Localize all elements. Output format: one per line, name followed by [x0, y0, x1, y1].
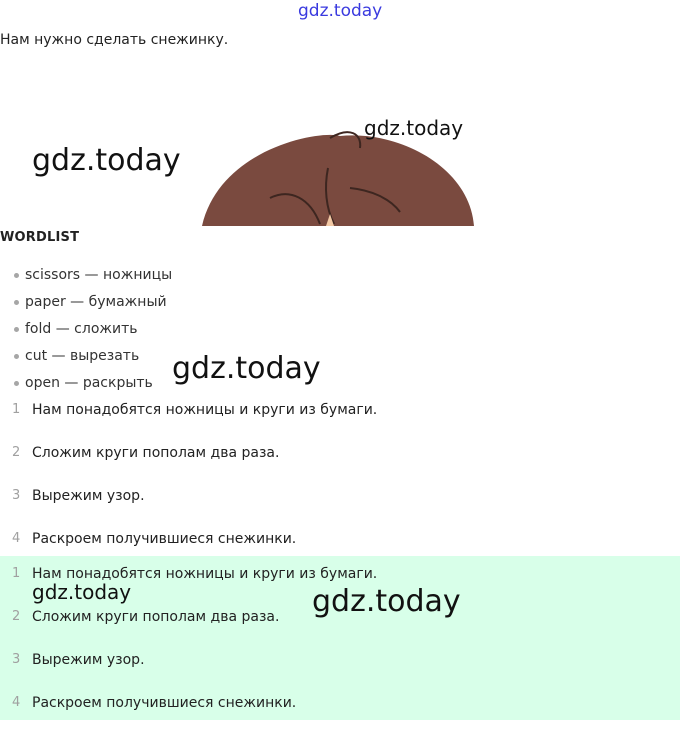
watermark: gdz.today [172, 351, 321, 386]
step-number: 2 [12, 609, 21, 624]
wordlist-item: cut — вырезать [0, 343, 172, 370]
step-number: 2 [12, 445, 21, 460]
bullet-icon [14, 354, 19, 359]
wordlist [0, 262, 172, 397]
bullet-icon [14, 381, 19, 386]
step-text: Нам понадобятся ножницы и круги из бумаги. [32, 402, 378, 418]
child-hair-illustration [200, 128, 480, 226]
watermark: gdz.today [32, 143, 181, 178]
step-number: 4 [12, 695, 21, 710]
bullet-icon [14, 327, 19, 332]
step-text: Раскроем получившиеся снежинки. [32, 695, 297, 711]
watermark: gdz.today [364, 116, 464, 140]
step-text: Вырежим узор. [32, 652, 145, 668]
step-item [0, 402, 680, 445]
answer-step-item [0, 695, 680, 738]
bullet-icon [14, 273, 19, 278]
step-text: Раскроем получившиеся снежинки. [32, 531, 297, 547]
hair-shape [202, 135, 474, 226]
wordlist-item: paper — бумажный [0, 289, 172, 316]
step-text: Нам понадобятся ножницы и круги из бумаги. [32, 566, 378, 582]
step-text: Сложим круги пополам два раза. [32, 609, 280, 625]
intro-text: Нам нужно сделать снежинку. [0, 32, 229, 48]
watermark: gdz.today [312, 584, 461, 619]
step-number: 3 [12, 488, 21, 503]
bullet-icon [14, 300, 19, 305]
step-item [0, 488, 680, 531]
steps-list [0, 402, 680, 574]
step-number: 4 [12, 531, 21, 546]
step-number: 1 [12, 566, 21, 581]
wordlist-item: open — раскрыть [0, 370, 172, 397]
step-text: Сложим круги пополам два раза. [32, 445, 280, 461]
step-number: 3 [12, 652, 21, 667]
wordlist-item: fold — сложить [0, 316, 172, 343]
watermark: gdz.today [32, 580, 132, 604]
step-number: 1 [12, 402, 21, 417]
step-item [0, 445, 680, 488]
watermark-top: gdz.today [298, 1, 383, 21]
answer-step-item [0, 652, 680, 695]
step-text: Вырежим узор. [32, 488, 145, 504]
wordlist-title: WORDLIST [0, 230, 80, 245]
wordlist-item: scissors — ножницы [0, 262, 172, 289]
